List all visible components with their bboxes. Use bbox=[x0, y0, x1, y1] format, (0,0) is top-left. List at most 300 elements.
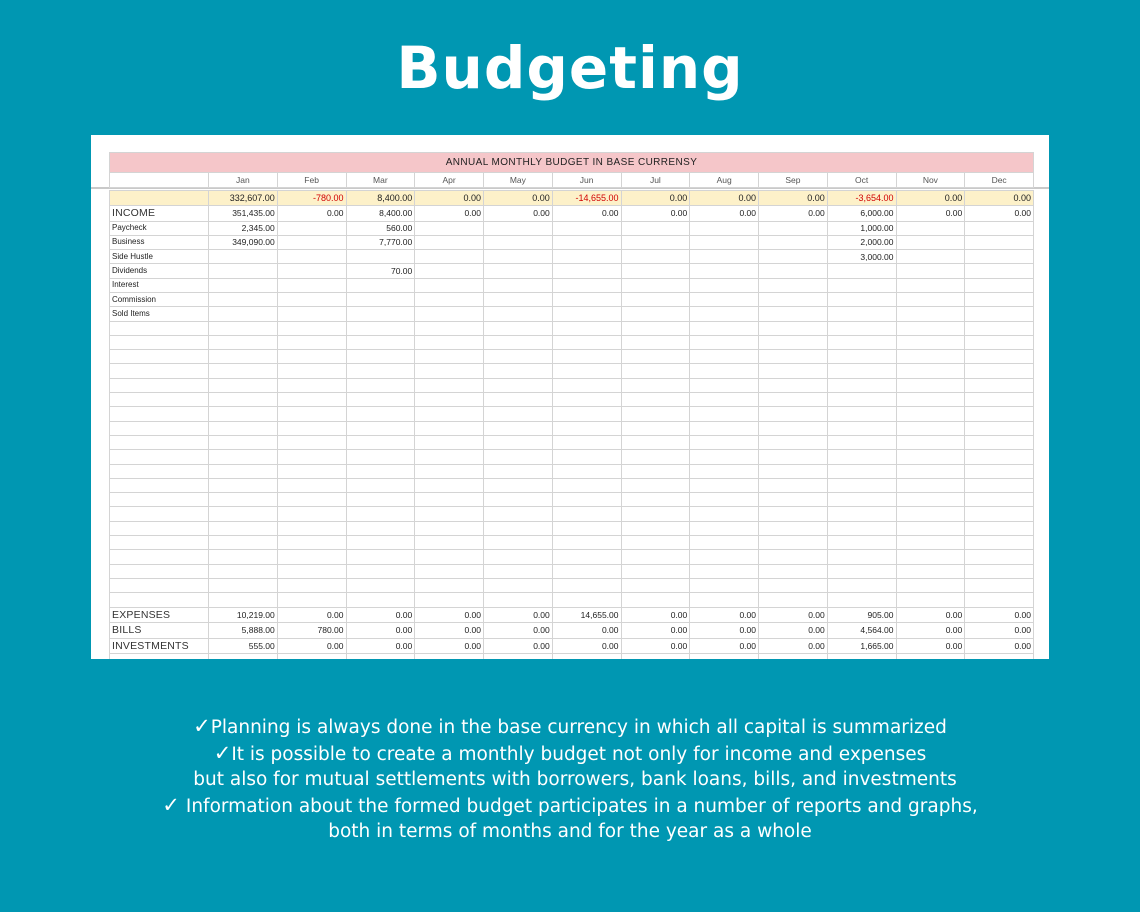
empty-cell[interactable] bbox=[896, 493, 965, 507]
empty-cell[interactable] bbox=[209, 393, 278, 407]
empty-cell[interactable] bbox=[209, 593, 278, 607]
empty-cell[interactable] bbox=[346, 478, 415, 492]
income-category-cell[interactable] bbox=[346, 307, 415, 321]
empty-cell[interactable] bbox=[896, 521, 965, 535]
empty-cell[interactable] bbox=[277, 450, 346, 464]
empty-cell[interactable] bbox=[552, 435, 621, 449]
income-category-cell[interactable] bbox=[552, 250, 621, 264]
expenses-cell[interactable]: 0.00 bbox=[690, 607, 759, 623]
empty-cell[interactable] bbox=[896, 378, 965, 392]
empty-cell[interactable] bbox=[552, 593, 621, 607]
empty-cell[interactable] bbox=[484, 450, 553, 464]
balance-cell[interactable]: 0.00 bbox=[759, 191, 828, 206]
expenses-cell[interactable]: 905.00 bbox=[827, 607, 896, 623]
investments-cell[interactable]: 0.00 bbox=[896, 638, 965, 654]
empty-cell[interactable] bbox=[277, 407, 346, 421]
empty-cell[interactable] bbox=[415, 321, 484, 335]
expenses-cell[interactable]: 10,219.00 bbox=[209, 607, 278, 623]
empty-cell[interactable] bbox=[827, 550, 896, 564]
empty-cell[interactable] bbox=[346, 378, 415, 392]
empty-cell[interactable] bbox=[965, 364, 1034, 378]
empty-cell[interactable] bbox=[690, 450, 759, 464]
bills-cell[interactable]: 0.00 bbox=[552, 623, 621, 639]
empty-cell[interactable] bbox=[965, 654, 1034, 659]
bills-cell[interactable]: 780.00 bbox=[277, 623, 346, 639]
empty-cell[interactable] bbox=[415, 335, 484, 349]
income-category-cell[interactable] bbox=[552, 235, 621, 249]
empty-cell[interactable] bbox=[346, 564, 415, 578]
empty-cell[interactable] bbox=[621, 364, 690, 378]
income-category-cell[interactable] bbox=[759, 264, 828, 278]
empty-cell[interactable] bbox=[896, 393, 965, 407]
empty-cell[interactable] bbox=[965, 378, 1034, 392]
empty-cell[interactable] bbox=[621, 654, 690, 659]
empty-cell[interactable] bbox=[759, 578, 828, 592]
empty-cell[interactable] bbox=[209, 450, 278, 464]
empty-cell[interactable] bbox=[759, 378, 828, 392]
empty-cell[interactable] bbox=[346, 550, 415, 564]
income-category-cell[interactable] bbox=[415, 235, 484, 249]
income-cell[interactable]: 0.00 bbox=[690, 206, 759, 222]
income-category-cell[interactable] bbox=[759, 250, 828, 264]
empty-cell[interactable] bbox=[552, 550, 621, 564]
empty-cell[interactable] bbox=[209, 407, 278, 421]
empty-cell[interactable] bbox=[690, 478, 759, 492]
income-category-cell[interactable] bbox=[621, 250, 690, 264]
expenses-cell[interactable]: 0.00 bbox=[484, 607, 553, 623]
empty-cell[interactable] bbox=[415, 364, 484, 378]
expenses-cell[interactable]: 0.00 bbox=[759, 607, 828, 623]
empty-cell[interactable] bbox=[415, 578, 484, 592]
income-category-cell[interactable] bbox=[759, 235, 828, 249]
income-category-cell[interactable] bbox=[690, 278, 759, 292]
empty-cell[interactable] bbox=[346, 450, 415, 464]
empty-cell[interactable] bbox=[896, 421, 965, 435]
empty-cell[interactable] bbox=[965, 321, 1034, 335]
empty-cell[interactable] bbox=[896, 536, 965, 550]
empty-cell[interactable] bbox=[827, 393, 896, 407]
empty-cell[interactable] bbox=[896, 578, 965, 592]
income-category-cell[interactable] bbox=[896, 292, 965, 306]
bills-cell[interactable]: 0.00 bbox=[415, 623, 484, 639]
empty-cell[interactable] bbox=[277, 521, 346, 535]
income-category-cell[interactable] bbox=[277, 250, 346, 264]
empty-cell[interactable] bbox=[277, 550, 346, 564]
income-category-cell[interactable] bbox=[621, 221, 690, 235]
empty-cell[interactable] bbox=[552, 393, 621, 407]
empty-cell[interactable] bbox=[110, 536, 209, 550]
empty-cell[interactable] bbox=[209, 378, 278, 392]
empty-cell[interactable] bbox=[346, 364, 415, 378]
empty-cell[interactable] bbox=[415, 478, 484, 492]
empty-cell[interactable] bbox=[896, 654, 965, 659]
empty-cell[interactable] bbox=[896, 350, 965, 364]
empty-cell[interactable] bbox=[209, 421, 278, 435]
empty-cell[interactable] bbox=[965, 393, 1034, 407]
investments-cell[interactable]: 0.00 bbox=[484, 638, 553, 654]
income-category-cell[interactable] bbox=[209, 264, 278, 278]
empty-cell[interactable] bbox=[759, 564, 828, 578]
empty-cell[interactable] bbox=[965, 450, 1034, 464]
income-category-cell[interactable] bbox=[690, 221, 759, 235]
empty-cell[interactable] bbox=[896, 478, 965, 492]
empty-cell[interactable] bbox=[759, 421, 828, 435]
empty-cell[interactable] bbox=[827, 564, 896, 578]
empty-cell[interactable] bbox=[484, 407, 553, 421]
empty-cell[interactable] bbox=[110, 564, 209, 578]
income-category-cell[interactable] bbox=[484, 292, 553, 306]
empty-cell[interactable] bbox=[277, 536, 346, 550]
empty-cell[interactable] bbox=[277, 464, 346, 478]
income-category-cell[interactable] bbox=[277, 278, 346, 292]
empty-cell[interactable] bbox=[415, 536, 484, 550]
income-category-cell[interactable] bbox=[759, 221, 828, 235]
income-category-cell[interactable] bbox=[209, 307, 278, 321]
empty-cell[interactable] bbox=[965, 478, 1034, 492]
empty-cell[interactable] bbox=[621, 393, 690, 407]
empty-cell[interactable] bbox=[759, 464, 828, 478]
empty-cell[interactable] bbox=[110, 450, 209, 464]
income-category-cell[interactable] bbox=[484, 221, 553, 235]
income-category-cell[interactable] bbox=[415, 307, 484, 321]
empty-cell[interactable] bbox=[209, 654, 278, 659]
empty-cell[interactable] bbox=[552, 321, 621, 335]
empty-cell[interactable] bbox=[110, 521, 209, 535]
empty-cell[interactable] bbox=[415, 378, 484, 392]
empty-cell[interactable] bbox=[209, 335, 278, 349]
empty-cell[interactable] bbox=[896, 564, 965, 578]
empty-cell[interactable] bbox=[552, 521, 621, 535]
empty-cell[interactable] bbox=[965, 464, 1034, 478]
income-category-cell[interactable] bbox=[759, 307, 828, 321]
empty-cell[interactable] bbox=[484, 493, 553, 507]
income-category-cell[interactable] bbox=[690, 250, 759, 264]
income-category-cell[interactable] bbox=[690, 264, 759, 278]
empty-cell[interactable] bbox=[621, 321, 690, 335]
income-category-cell[interactable] bbox=[277, 264, 346, 278]
empty-cell[interactable] bbox=[346, 493, 415, 507]
empty-cell[interactable] bbox=[690, 378, 759, 392]
empty-cell[interactable] bbox=[346, 421, 415, 435]
empty-cell[interactable] bbox=[484, 654, 553, 659]
empty-cell[interactable] bbox=[415, 550, 484, 564]
income-category-cell[interactable] bbox=[484, 250, 553, 264]
income-category-cell[interactable]: 70.00 bbox=[346, 264, 415, 278]
empty-cell[interactable] bbox=[896, 335, 965, 349]
empty-cell[interactable] bbox=[484, 478, 553, 492]
expenses-cell[interactable]: 0.00 bbox=[346, 607, 415, 623]
bills-cell[interactable]: 5,888.00 bbox=[209, 623, 278, 639]
empty-cell[interactable] bbox=[110, 407, 209, 421]
empty-cell[interactable] bbox=[277, 350, 346, 364]
bills-cell[interactable]: 0.00 bbox=[759, 623, 828, 639]
empty-cell[interactable] bbox=[552, 654, 621, 659]
income-category-cell[interactable] bbox=[896, 307, 965, 321]
empty-cell[interactable] bbox=[621, 578, 690, 592]
empty-cell[interactable] bbox=[690, 593, 759, 607]
balance-cell[interactable]: 332,607.00 bbox=[209, 191, 278, 206]
income-cell[interactable]: 0.00 bbox=[759, 206, 828, 222]
empty-cell[interactable] bbox=[110, 464, 209, 478]
income-category-cell[interactable] bbox=[759, 292, 828, 306]
income-category-cell[interactable] bbox=[552, 307, 621, 321]
empty-cell[interactable] bbox=[896, 464, 965, 478]
empty-cell[interactable] bbox=[759, 350, 828, 364]
expenses-cell[interactable]: 0.00 bbox=[896, 607, 965, 623]
empty-cell[interactable] bbox=[110, 493, 209, 507]
empty-cell[interactable] bbox=[209, 478, 278, 492]
investments-cell[interactable]: 0.00 bbox=[415, 638, 484, 654]
empty-cell[interactable] bbox=[759, 593, 828, 607]
bills-cell[interactable]: 0.00 bbox=[965, 623, 1034, 639]
empty-cell[interactable] bbox=[277, 493, 346, 507]
empty-cell[interactable] bbox=[277, 421, 346, 435]
empty-cell[interactable] bbox=[552, 507, 621, 521]
empty-cell[interactable] bbox=[621, 521, 690, 535]
balance-cell[interactable]: -3,654.00 bbox=[827, 191, 896, 206]
income-category-cell[interactable] bbox=[415, 278, 484, 292]
income-cell[interactable]: 0.00 bbox=[621, 206, 690, 222]
empty-cell[interactable] bbox=[346, 464, 415, 478]
empty-cell[interactable] bbox=[759, 493, 828, 507]
empty-cell[interactable] bbox=[621, 421, 690, 435]
empty-cell[interactable] bbox=[346, 335, 415, 349]
empty-cell[interactable] bbox=[759, 335, 828, 349]
income-category-cell[interactable] bbox=[965, 264, 1034, 278]
expenses-cell[interactable]: 0.00 bbox=[621, 607, 690, 623]
empty-cell[interactable] bbox=[110, 478, 209, 492]
income-category-cell[interactable] bbox=[690, 307, 759, 321]
empty-cell[interactable] bbox=[415, 464, 484, 478]
empty-cell[interactable] bbox=[896, 550, 965, 564]
empty-cell[interactable] bbox=[110, 393, 209, 407]
empty-cell[interactable] bbox=[690, 507, 759, 521]
empty-cell[interactable] bbox=[346, 393, 415, 407]
empty-cell[interactable] bbox=[110, 578, 209, 592]
empty-cell[interactable] bbox=[896, 364, 965, 378]
empty-cell[interactable] bbox=[827, 364, 896, 378]
empty-cell[interactable] bbox=[827, 378, 896, 392]
empty-cell[interactable] bbox=[110, 321, 209, 335]
income-category-cell[interactable] bbox=[415, 264, 484, 278]
income-category-cell[interactable] bbox=[827, 264, 896, 278]
empty-cell[interactable] bbox=[759, 478, 828, 492]
empty-cell[interactable] bbox=[346, 536, 415, 550]
empty-cell[interactable] bbox=[277, 335, 346, 349]
empty-cell[interactable] bbox=[552, 421, 621, 435]
income-category-cell[interactable] bbox=[827, 278, 896, 292]
income-category-cell[interactable] bbox=[965, 221, 1034, 235]
empty-cell[interactable] bbox=[552, 464, 621, 478]
empty-cell[interactable] bbox=[827, 464, 896, 478]
empty-cell[interactable] bbox=[827, 478, 896, 492]
empty-cell[interactable] bbox=[690, 335, 759, 349]
income-category-cell[interactable] bbox=[621, 235, 690, 249]
income-category-cell[interactable] bbox=[277, 307, 346, 321]
income-cell[interactable]: 0.00 bbox=[415, 206, 484, 222]
empty-cell[interactable] bbox=[277, 478, 346, 492]
empty-cell[interactable] bbox=[484, 464, 553, 478]
empty-cell[interactable] bbox=[552, 407, 621, 421]
empty-cell[interactable] bbox=[827, 450, 896, 464]
investments-cell[interactable]: 555.00 bbox=[209, 638, 278, 654]
empty-cell[interactable] bbox=[484, 521, 553, 535]
bills-cell[interactable]: 0.00 bbox=[621, 623, 690, 639]
income-category-cell[interactable] bbox=[621, 292, 690, 306]
empty-cell[interactable] bbox=[965, 564, 1034, 578]
income-category-cell[interactable] bbox=[759, 278, 828, 292]
income-cell[interactable]: 8,400.00 bbox=[346, 206, 415, 222]
empty-cell[interactable] bbox=[759, 364, 828, 378]
empty-cell[interactable] bbox=[415, 521, 484, 535]
empty-cell[interactable] bbox=[690, 364, 759, 378]
expenses-cell[interactable]: 0.00 bbox=[415, 607, 484, 623]
empty-cell[interactable] bbox=[621, 550, 690, 564]
empty-cell[interactable] bbox=[110, 435, 209, 449]
empty-cell[interactable] bbox=[209, 464, 278, 478]
empty-cell[interactable] bbox=[110, 421, 209, 435]
empty-cell[interactable] bbox=[690, 393, 759, 407]
empty-cell[interactable] bbox=[965, 521, 1034, 535]
empty-cell[interactable] bbox=[484, 536, 553, 550]
income-category-cell[interactable] bbox=[415, 221, 484, 235]
empty-cell[interactable] bbox=[621, 335, 690, 349]
empty-cell[interactable] bbox=[827, 507, 896, 521]
empty-cell[interactable] bbox=[415, 350, 484, 364]
empty-cell[interactable] bbox=[415, 593, 484, 607]
empty-cell[interactable] bbox=[110, 507, 209, 521]
empty-cell[interactable] bbox=[896, 593, 965, 607]
empty-cell[interactable] bbox=[827, 654, 896, 659]
empty-cell[interactable] bbox=[277, 578, 346, 592]
empty-cell[interactable] bbox=[690, 321, 759, 335]
empty-cell[interactable] bbox=[690, 564, 759, 578]
empty-cell[interactable] bbox=[965, 550, 1034, 564]
empty-cell[interactable] bbox=[896, 321, 965, 335]
empty-cell[interactable] bbox=[690, 464, 759, 478]
income-category-cell[interactable] bbox=[965, 250, 1034, 264]
empty-cell[interactable] bbox=[621, 435, 690, 449]
empty-cell[interactable] bbox=[690, 578, 759, 592]
income-category-cell[interactable] bbox=[484, 278, 553, 292]
empty-cell[interactable] bbox=[827, 350, 896, 364]
empty-cell[interactable] bbox=[552, 335, 621, 349]
investments-cell[interactable]: 0.00 bbox=[965, 638, 1034, 654]
empty-cell[interactable] bbox=[110, 550, 209, 564]
balance-cell[interactable]: -14,655.00 bbox=[552, 191, 621, 206]
income-category-cell[interactable] bbox=[690, 292, 759, 306]
empty-cell[interactable] bbox=[346, 521, 415, 535]
empty-cell[interactable] bbox=[690, 550, 759, 564]
bills-cell[interactable]: 0.00 bbox=[690, 623, 759, 639]
empty-cell[interactable] bbox=[827, 593, 896, 607]
empty-cell[interactable] bbox=[759, 550, 828, 564]
income-category-cell[interactable] bbox=[896, 264, 965, 278]
empty-cell[interactable] bbox=[690, 521, 759, 535]
empty-cell[interactable] bbox=[552, 493, 621, 507]
balance-cell[interactable]: 0.00 bbox=[415, 191, 484, 206]
empty-cell[interactable] bbox=[896, 507, 965, 521]
investments-cell[interactable]: 0.00 bbox=[621, 638, 690, 654]
empty-cell[interactable] bbox=[209, 493, 278, 507]
income-category-cell[interactable] bbox=[346, 292, 415, 306]
empty-cell[interactable] bbox=[484, 393, 553, 407]
empty-cell[interactable] bbox=[484, 335, 553, 349]
empty-cell[interactable] bbox=[965, 421, 1034, 435]
income-cell[interactable]: 0.00 bbox=[896, 206, 965, 222]
income-category-cell[interactable]: 2,345.00 bbox=[209, 221, 278, 235]
empty-cell[interactable] bbox=[209, 435, 278, 449]
empty-cell[interactable] bbox=[759, 507, 828, 521]
empty-cell[interactable] bbox=[896, 435, 965, 449]
empty-cell[interactable] bbox=[209, 321, 278, 335]
empty-cell[interactable] bbox=[277, 435, 346, 449]
empty-cell[interactable] bbox=[209, 521, 278, 535]
empty-cell[interactable] bbox=[759, 521, 828, 535]
empty-cell[interactable] bbox=[415, 507, 484, 521]
income-category-cell[interactable] bbox=[621, 264, 690, 278]
income-category-cell[interactable] bbox=[209, 250, 278, 264]
empty-cell[interactable] bbox=[896, 407, 965, 421]
income-category-cell[interactable] bbox=[896, 250, 965, 264]
income-category-cell[interactable] bbox=[896, 221, 965, 235]
income-category-cell[interactable] bbox=[277, 235, 346, 249]
empty-cell[interactable] bbox=[690, 493, 759, 507]
income-category-cell[interactable] bbox=[896, 278, 965, 292]
empty-cell[interactable] bbox=[110, 350, 209, 364]
empty-cell[interactable] bbox=[965, 578, 1034, 592]
income-category-cell[interactable] bbox=[346, 278, 415, 292]
income-category-cell[interactable]: 560.00 bbox=[346, 221, 415, 235]
empty-cell[interactable] bbox=[552, 364, 621, 378]
empty-cell[interactable] bbox=[484, 378, 553, 392]
empty-cell[interactable] bbox=[415, 450, 484, 464]
income-category-cell[interactable] bbox=[896, 235, 965, 249]
empty-cell[interactable] bbox=[690, 407, 759, 421]
empty-cell[interactable] bbox=[484, 321, 553, 335]
empty-cell[interactable] bbox=[552, 450, 621, 464]
empty-cell[interactable] bbox=[209, 507, 278, 521]
income-category-cell[interactable] bbox=[209, 292, 278, 306]
empty-cell[interactable] bbox=[277, 321, 346, 335]
investments-cell[interactable]: 1,665.00 bbox=[827, 638, 896, 654]
investments-cell[interactable]: 0.00 bbox=[552, 638, 621, 654]
bills-cell[interactable]: 0.00 bbox=[896, 623, 965, 639]
balance-cell[interactable]: 0.00 bbox=[621, 191, 690, 206]
empty-cell[interactable] bbox=[415, 493, 484, 507]
bills-cell[interactable]: 4,564.00 bbox=[827, 623, 896, 639]
empty-cell[interactable] bbox=[965, 335, 1034, 349]
income-category-cell[interactable] bbox=[484, 264, 553, 278]
empty-cell[interactable] bbox=[209, 550, 278, 564]
income-category-cell[interactable] bbox=[827, 292, 896, 306]
empty-cell[interactable] bbox=[484, 435, 553, 449]
empty-cell[interactable] bbox=[965, 536, 1034, 550]
income-category-cell[interactable] bbox=[827, 307, 896, 321]
empty-cell[interactable] bbox=[484, 593, 553, 607]
empty-cell[interactable] bbox=[110, 335, 209, 349]
empty-cell[interactable] bbox=[277, 564, 346, 578]
empty-cell[interactable] bbox=[484, 507, 553, 521]
empty-cell[interactable] bbox=[484, 364, 553, 378]
income-category-cell[interactable]: 2,000.00 bbox=[827, 235, 896, 249]
empty-cell[interactable] bbox=[965, 350, 1034, 364]
income-cell[interactable]: 0.00 bbox=[965, 206, 1034, 222]
empty-cell[interactable] bbox=[827, 421, 896, 435]
empty-cell[interactable] bbox=[759, 321, 828, 335]
income-category-cell[interactable] bbox=[965, 235, 1034, 249]
empty-cell[interactable] bbox=[277, 593, 346, 607]
